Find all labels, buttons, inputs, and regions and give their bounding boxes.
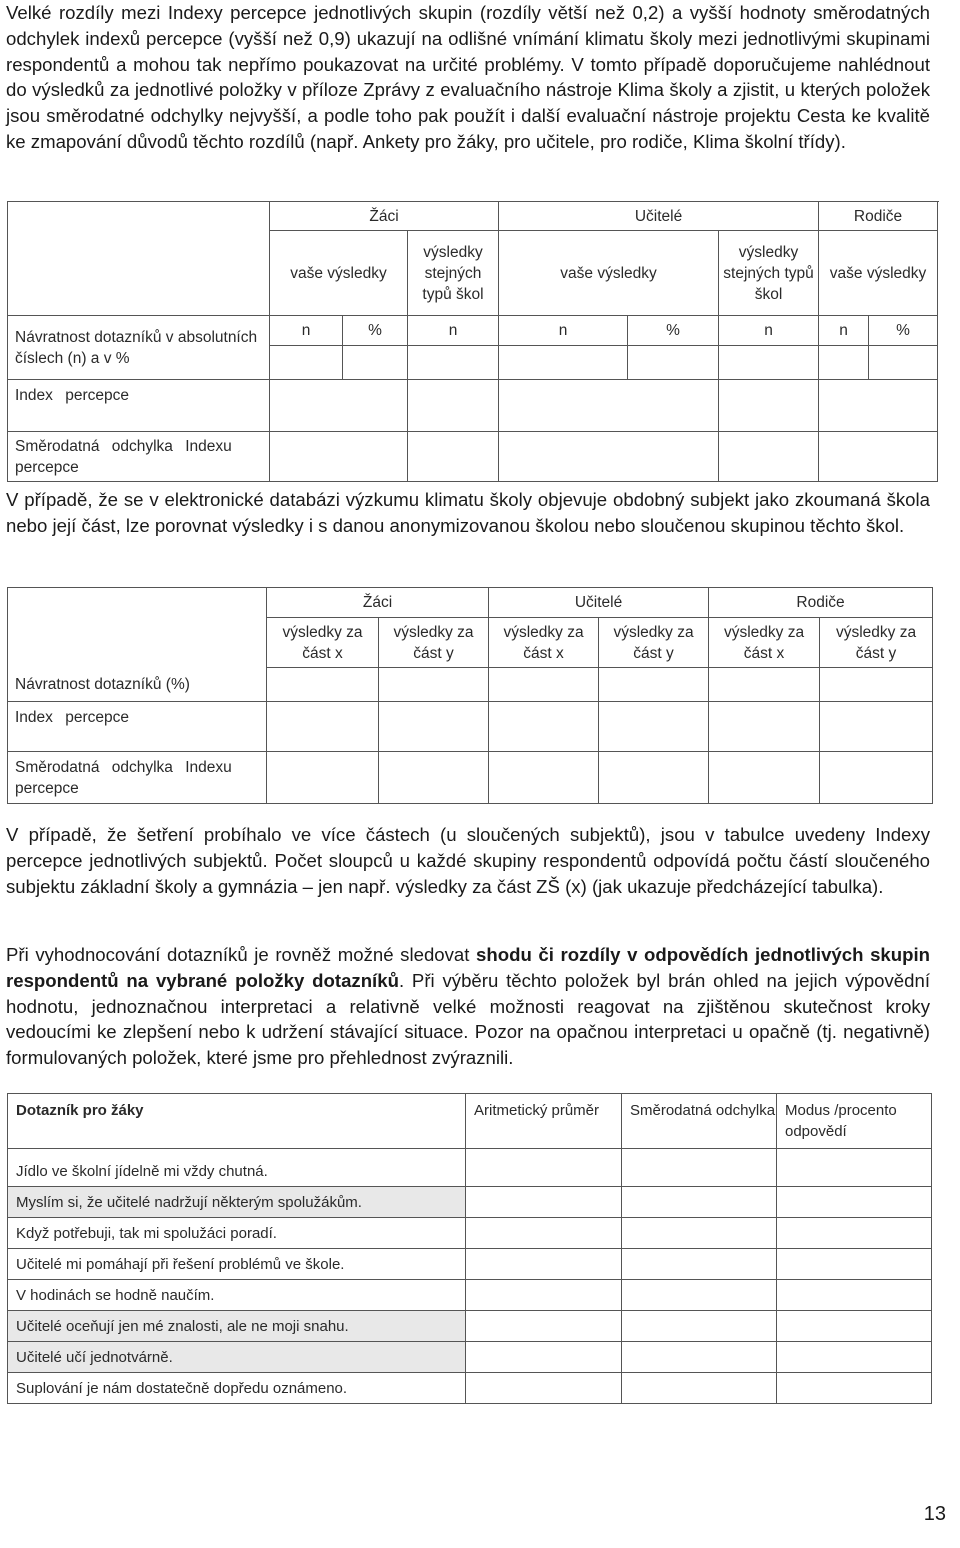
table-row — [8, 1342, 932, 1373]
table-row — [8, 1311, 932, 1342]
unit-cell: n — [819, 316, 869, 346]
group-header-rodice: Rodiče — [709, 588, 933, 618]
unit-cell: % — [343, 316, 408, 346]
row-label-sd: Směrodatná odchylka Indexu percepce — [8, 752, 267, 804]
unit-cell: % — [628, 316, 719, 346]
emphasis-text: shodu či rozdíly v odpovědích jednotlivých skupin respondentů na vybrané položky dotazníků — [6, 944, 930, 991]
row-label-index: Index percepce — [8, 702, 267, 752]
questionnaire-item: Učitelé učí jednotvárně. — [8, 1342, 466, 1373]
unit-cell: n — [499, 316, 628, 346]
questionnaire-item: Když potřebuji, tak mi spolužáci poradí. — [8, 1218, 466, 1249]
table-row — [8, 1218, 932, 1249]
column-sd: Směrodatná odchylka — [622, 1094, 777, 1149]
subheader-part-y: výsledky za část y — [599, 618, 709, 668]
table-row — [8, 1187, 932, 1218]
paragraph-multiple-parts: V případě, že šetření probíhalo ve více částech (u sloučených subjektů), jsou v tabulce uvedeny Indexy percepce jednotlivých subjektů. Počet sloupců u každé skupiny respondentů odpovídá počtu částí sloučeného subjektu základní školy a gymnázia – jen např. výsledky za část ZŠ (x) (jak ukazuje předcházející tabulka). — [6, 824, 930, 897]
group-header-ucitele: Učitelé — [489, 588, 709, 618]
paragraph-response-comparison: Při vyhodnocování dotazníků je rovněž možné sledovat shodu či rozdíly v odpovědích jednotlivých skupin respondentů na vybrané položky dotazníků. Při výběru těchto položek byl brán ohled na jejich výpovědní hodnotu, jednoznačnou interpretaci a relativně velké možnosti reagovat na zjištěnou skutečnost kroky vedoucími ke zlepšení nebo k udržení stávající situace. Pozor na opačnou interpretaci u opačně (tj. negativně) formulovaných položek, které jsme pro přehlednost zvýraznili. — [6, 944, 930, 1069]
questionnaire-item: Myslím si, že učitelé nadržují některým spolužákům. — [8, 1187, 466, 1218]
paragraph-index-differences: Velké rozdíly mezi Indexy percepce jednotlivých skupin (rozdíly větší než 0,2) a vyšší hodnoty směrodatných odchylek indexů percepce (vyšší než 0,9) ukazují na odlišné vnímání klimatu školy mezi jednotlivými skupinami respondentů a mohou tak nepřímo poukazovat na určité problémy. V tomto případě doporučujeme nahlédnout do výsledků za jednotlivé položky v příloze Zprávy z evaluačního nástroje Klima školy a zjistit, u kterých položek jsou směrodatné odchylky nejvyšší, a podle toho pak použít i další evaluační nástroje projektu Cesta ke kvalitě ke zmapování důvodů těchto rozdílů (např. Ankety pro žáky, pro učitele, pro rodiče, Klima školní třídy). — [6, 2, 930, 152]
questionnaire-item: V hodinách se hodně naučím. — [8, 1280, 466, 1311]
subheader-part-x: výsledky za část x — [267, 618, 379, 668]
row-label-index: Index percepce — [8, 380, 270, 432]
questionnaire-item: Jídlo ve školní jídelně mi vždy chutná. — [8, 1149, 466, 1187]
unit-cell: n — [408, 316, 499, 346]
row-label-sd: Směrodatná odchylka Indexu percepce — [8, 432, 270, 482]
subheader-part-x: výsledky za část x — [709, 618, 820, 668]
table-row — [8, 1373, 932, 1404]
questionnaire-table-students — [7, 1093, 932, 1404]
unit-cell: n — [270, 316, 343, 346]
questionnaire-title: Dotazník pro žáky — [8, 1094, 466, 1149]
subheader-yours: vaše výsledky — [819, 231, 938, 316]
table-row — [8, 1149, 932, 1187]
results-table-comparison — [7, 201, 938, 482]
unit-cell: % — [869, 316, 938, 346]
questionnaire-item: Učitelé oceňují jen mé znalosti, ale ne moji snahu. — [8, 1311, 466, 1342]
group-header-zaci: Žáci — [267, 588, 489, 618]
subheader-same-type: výsledky stejných typů škol — [719, 231, 819, 316]
column-mean: Aritmetický průměr — [466, 1094, 622, 1149]
row-label-return: Návratnost dotazníků v absolutních číslech (n) a v % — [8, 316, 270, 380]
table-row — [8, 1249, 932, 1280]
questionnaire-item: Učitelé mi pomáhají při řešení problémů ve škole. — [8, 1249, 466, 1280]
subheader-yours: vaše výsledky — [499, 231, 719, 316]
column-mode: Modus /procento odpovědí — [777, 1094, 932, 1149]
questionnaire-item: Suplování je nám dostatečně dopředu oznámeno. — [8, 1373, 466, 1404]
row-label-return-percent: Návratnost dotazníků (%) — [8, 668, 267, 702]
results-table-parts — [7, 587, 933, 804]
paragraph-database-comparison: V případě, že se v elektronické databázi výzkumu klimatu školy objevuje obdobný subjekt jako zkoumaná škola nebo její část, lze porovnat výsledky i s danou anonymizovanou školou nebo sloučenou skupinou těchto škol. — [6, 489, 930, 536]
group-header-zaci: Žáci — [270, 202, 499, 231]
table-row — [8, 1280, 932, 1311]
subheader-same-type: výsledky stejných typů škol — [408, 231, 499, 316]
subheader-part-y: výsledky za část y — [820, 618, 933, 668]
subheader-part-y: výsledky za část y — [379, 618, 489, 668]
subheader-yours: vaše výsledky — [270, 231, 408, 316]
page-number: 13 — [923, 1503, 946, 1525]
group-header-rodice: Rodiče — [819, 202, 938, 231]
group-header-ucitele: Učitelé — [499, 202, 819, 231]
unit-cell: n — [719, 316, 819, 346]
subheader-part-x: výsledky za část x — [489, 618, 599, 668]
